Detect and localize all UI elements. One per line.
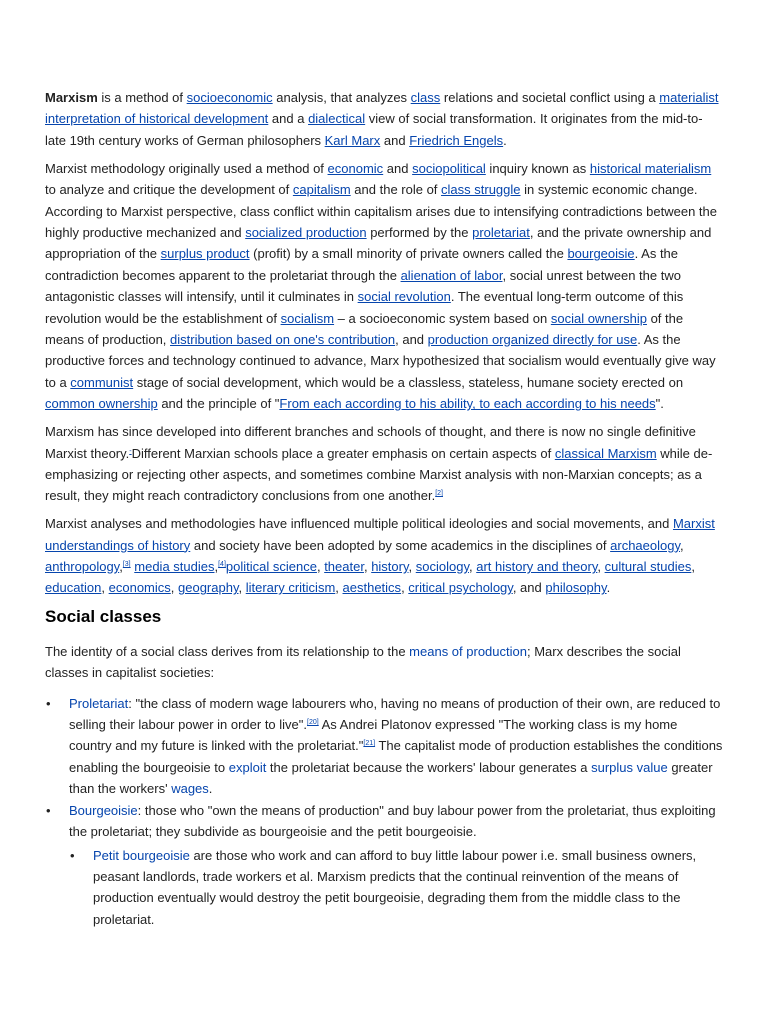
link-marxist-understandings-history[interactable]: Marxist understandings of history [45, 516, 715, 553]
link-wages[interactable]: wages [171, 781, 209, 797]
article-subject: Marxism [45, 90, 98, 105]
link-cultural-studies[interactable]: cultural studies [604, 559, 692, 575]
link-proletariat-term[interactable]: Proletariat [69, 695, 129, 711]
citation-ref-4[interactable] [218, 561, 226, 568]
link-surplus-value[interactable]: surplus value [591, 759, 668, 775]
link-materialist-interpretation[interactable]: materialist interpretation of historical development [45, 90, 719, 127]
link-bourgeoisie-term[interactable]: Bourgeoisie [69, 802, 138, 818]
list-item-bourgeoisie: • Bourgeoisie: those who "own the means of production" and buy labour power from the proletariat, thus exploiting the proletariat; they subdivide as bourgeoisie and the petit bourgeoisie. • Petit bourgeoisie are those who work and can afford to buy little labour power i.e. small business owners, peasant landlords, trade workers et al. Marxism predicts that the continual reinvention of the means of production eventually would destroy the petit bourgeoisie, degrading them from the middle class to the proletariat. [69, 800, 723, 930]
article-content [45, 87, 723, 930]
bourgeoisie-sublist [69, 845, 723, 931]
link-archaeology[interactable]: archaeology [610, 537, 681, 553]
link-economics[interactable]: economics [108, 580, 171, 596]
link-social-ownership[interactable]: social ownership [550, 310, 647, 326]
link-production-for-use[interactable]: production organized directly for use [427, 331, 638, 347]
link-bourgeoisie[interactable]: bourgeoisie [567, 246, 635, 262]
link-socialism[interactable]: socialism [280, 310, 335, 326]
link-political-science[interactable]: political science [225, 559, 317, 575]
citation-link[interactable]: [3] [122, 561, 131, 569]
link-socialized-production[interactable]: socialized production [245, 224, 367, 240]
link-history[interactable]: history [371, 559, 409, 575]
section-heading-social-classes: Social classes [45, 606, 162, 626]
link-media-studies[interactable]: media studies [134, 559, 215, 575]
link-geography[interactable]: geography [178, 580, 239, 596]
link-historical-materialism[interactable]: historical materialism [589, 160, 712, 176]
link-sociopolitical[interactable]: sociopolitical [412, 160, 486, 176]
link-sociology[interactable]: sociology [415, 559, 469, 575]
citation-ref-20[interactable] [307, 719, 319, 726]
citation-ref-2[interactable] [435, 490, 443, 497]
link-exploit[interactable]: exploit [228, 759, 267, 775]
link-alienation-of-labor[interactable]: alienation of labor [400, 267, 503, 283]
link-critical-psychology[interactable]: critical psychology [408, 580, 513, 596]
link-distribution-contribution[interactable]: distribution based on one's contribution [170, 331, 396, 347]
link-means-of-production[interactable]: means of production [409, 643, 527, 659]
link-socioeconomic[interactable]: socioeconomic [186, 90, 273, 105]
methodology-paragraph: Marxist methodology originally used a method of economic and sociopolitical inquiry known as historical materialism to analyze and critique the development of capitalism and the role of class struggle in systemic economic change. According to Marxist perspective, class conflict within capitalism arises due to intensifying contradictions between the highly productive mechanized and socialized production performed by the proletariat, and the private ownership and appropriation of the surplus product (profit) by a small minority of private owners called the bourgeoisie. As the contradiction becomes apparent to the proletariat through the alienation of labor, social unrest between the two antagonistic classes will intensify, until it culminates in social revolution. The eventual long-term outcome of this revolution would be the establishment of socialism – a socioeconomic system based on social ownership of the means of production, distribution based on one's contribution, and production organized directly for use. As the productive forces and technology continued to advance, Marx hypothesized that socialism would eventually give way to a communist stage of social development, which would be a classless, stateless, humane society erected on common ownership and the principle of "From each according to his ability, to each according to his needs". [45, 160, 717, 412]
link-philosophy[interactable]: philosophy [545, 580, 607, 596]
link-common-ownership[interactable]: common ownership [45, 396, 158, 412]
link-proletariat[interactable]: proletariat [472, 224, 530, 240]
link-from-each-according[interactable]: From each according to his ability, to each according to his needs [279, 396, 656, 412]
link-literary-criticism[interactable]: literary criticism [245, 580, 336, 596]
social-classes-intro: The identity of a social class derives from its relationship to the means of production; Marx describes the social classes in capitalist societies: [45, 643, 681, 681]
link-class-struggle[interactable]: class struggle [441, 182, 521, 198]
link-dialectical[interactable]: dialectical [308, 111, 366, 127]
link-art-history-theory[interactable]: art history and theory [476, 559, 598, 575]
list-item-petit-bourgeoisie: • Petit bourgeoisie are those who work and can afford to buy little labour power i.e. small business owners, peasant landlords, trade workers et al. Marxism predicts that the continual reinvention of the means of production eventually would destroy the petit bourgeoisie, degrading them from the middle class to the proletariat. [93, 845, 723, 931]
link-karl-marx[interactable]: Karl Marx [324, 132, 381, 148]
schools-paragraph: Marxism has since developed into different branches and schools of thought, and there is now no single definitive Marxist theory.-Different Marxian schools place a greater emphasis on certain aspects of classical Marxism while de-emphasizing or rejecting other aspects, and sometimes combine Marxist analysis with non-Marxian concepts; as a result, they might reach contradictory conclusions from one another.[2] [45, 424, 713, 504]
citation-link[interactable]: [21] [363, 740, 376, 748]
link-economic[interactable]: economic [327, 160, 384, 176]
influence-paragraph: Marxist analyses and methodologies have influenced multiple political ideologies and social movements, and Marxist understandings of history and society have been adopted by some academics in the disciplines of archaeology, anthropology,[3] media studies,[4]political science, theater, history, sociology, art history and theory, cultural studies, education, economics, geography, literary criticism, aesthetics, critical psychology, and philosophy. [45, 516, 715, 596]
citation-link[interactable]: [20] [307, 719, 319, 727]
link-friedrich-engels[interactable]: Friedrich Engels [409, 132, 504, 148]
citation-link[interactable]: [2] [435, 490, 443, 498]
link-aesthetics[interactable]: aesthetics [342, 580, 402, 596]
citation-link[interactable]: - [129, 447, 132, 455]
link-social-revolution[interactable]: social revolution [357, 289, 451, 305]
link-communist[interactable]: communist [70, 374, 134, 390]
citation-ref-21[interactable] [363, 740, 375, 747]
link-anthropology[interactable]: anthropology [45, 559, 120, 575]
link-capitalism[interactable]: capitalism [292, 182, 351, 198]
list-item-proletariat: • Proletariat: "the class of modern wage labourers who, having no means of production of their own, are reduced to selling their labour power in order to live".[20] As Andrei Platonov expressed "The working class is my home country and my future is linked with the proletariat."[21] The capitalist mode of production establishes the conditions enabling the bourgeoisie to exploit the proletariat because the workers' labour generates a surplus value greater than the workers' wages. [69, 693, 723, 800]
link-surplus-product[interactable]: surplus product [160, 246, 250, 262]
intro-paragraph: Marxism is a method of socioeconomic analysis, that analyzes class relations and societal conflict using a materialist interpretation of historical development and a dialectical view of social transformation. It originates from the mid-to-late 19th century works of German philosophers Karl Marx and Friedrich Engels. [45, 90, 719, 148]
social-classes-list [45, 693, 723, 930]
link-theater[interactable]: theater [324, 559, 364, 575]
link-petit-bourgeoisie[interactable]: Petit bourgeoisie [93, 847, 190, 863]
citation-link[interactable]: [4] [218, 561, 226, 569]
link-education[interactable]: education [45, 580, 102, 596]
link-classical-marxism[interactable]: classical Marxism [554, 445, 657, 461]
citation-ref-3[interactable] [123, 561, 131, 568]
link-class[interactable]: class [410, 90, 441, 105]
